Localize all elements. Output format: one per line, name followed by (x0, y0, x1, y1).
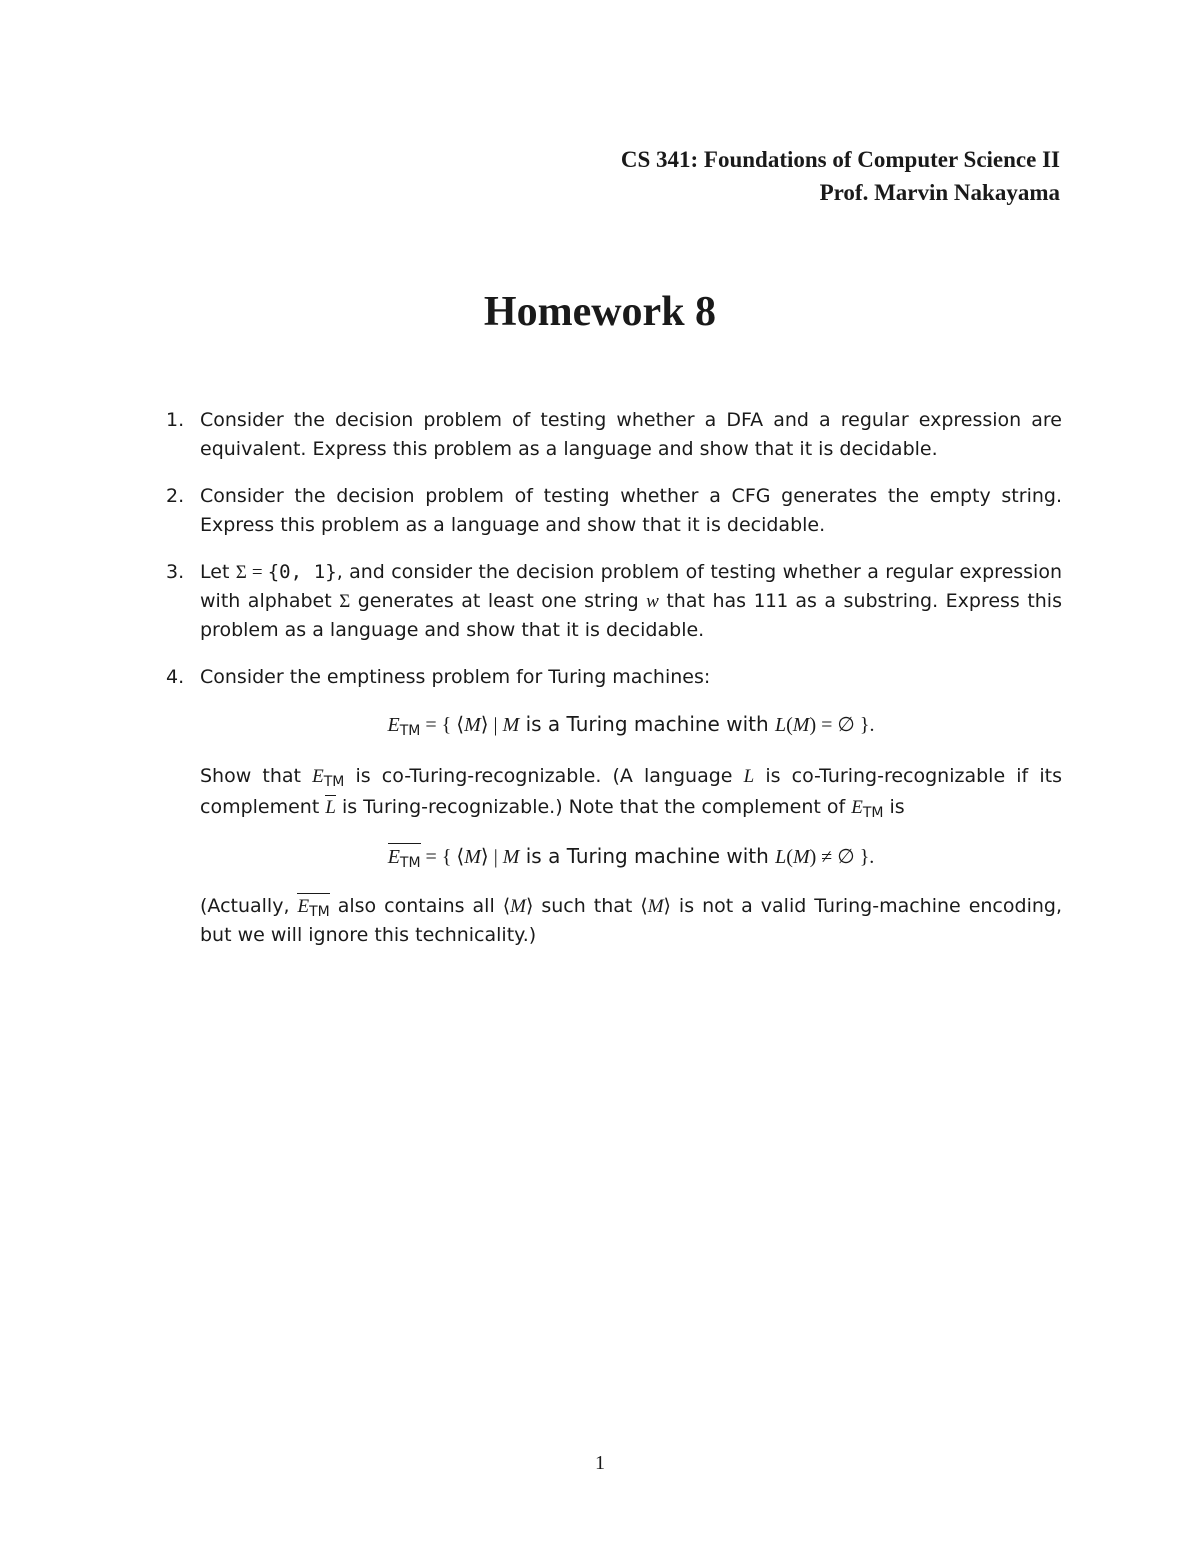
problem-2 (166, 482, 1062, 540)
problem-4 (166, 663, 1062, 950)
page-number: 1 (595, 1452, 605, 1474)
problem-list (166, 406, 1062, 968)
document-header (621, 143, 1060, 209)
etm-complement-definition: $E_{TM}$ = { ⟨M⟩ | M is a Turing machine with L(M) ≠ ∅ }. (387, 844, 875, 871)
problem-3 (166, 558, 1062, 645)
problem-number: 3. (166, 561, 185, 583)
problem-text: Consider the decision problem of testing whether a DFA and a regular expression are equivalent. Express this problem as a language and show that it is decidable. (200, 409, 1062, 460)
problem-intro: Consider the emptiness problem for Turing machines: (200, 666, 711, 688)
problem-1 (166, 406, 1062, 464)
problem-note: (Actually, $E_{TM}$ also contains all ⟨M⟩ such that ⟨M⟩ is not a valid Turing-machine encoding, but we will ignore this technicality.) (200, 895, 1062, 946)
problem-number: 1. (166, 409, 185, 431)
problem-text: Let Σ = {0, 1}, and consider the decision problem of testing whether a regular expression with alphabet Σ generates at least one string w that has 111 as a substring. Express this problem as a language and show that it is decidable. (200, 561, 1063, 641)
problem-number: 4. (166, 666, 185, 688)
page-title: Homework 8 (483, 289, 717, 335)
problem-number: 2. (166, 485, 185, 507)
etm-definition: $E_{TM}$ = { ⟨M⟩ | M is a Turing machine with L(M) = ∅ }. (387, 712, 875, 739)
problem-text: Consider the decision problem of testing whether a CFG generates the empty string. Express this problem as a language and show that it is decidable. (200, 485, 1062, 536)
problem-explanation: Show that $E_{TM}$ is co-Turing-recognizable. (A language L is co-Turing-recognizable if its complement L is Turing-recognizable.) Note that the complement of $E_{TM}$ is (200, 765, 1062, 821)
professor-name: Prof. Marvin Nakayama (819, 180, 1060, 205)
course-title: CS 341: Foundations of Computer Science II (620, 147, 1060, 172)
